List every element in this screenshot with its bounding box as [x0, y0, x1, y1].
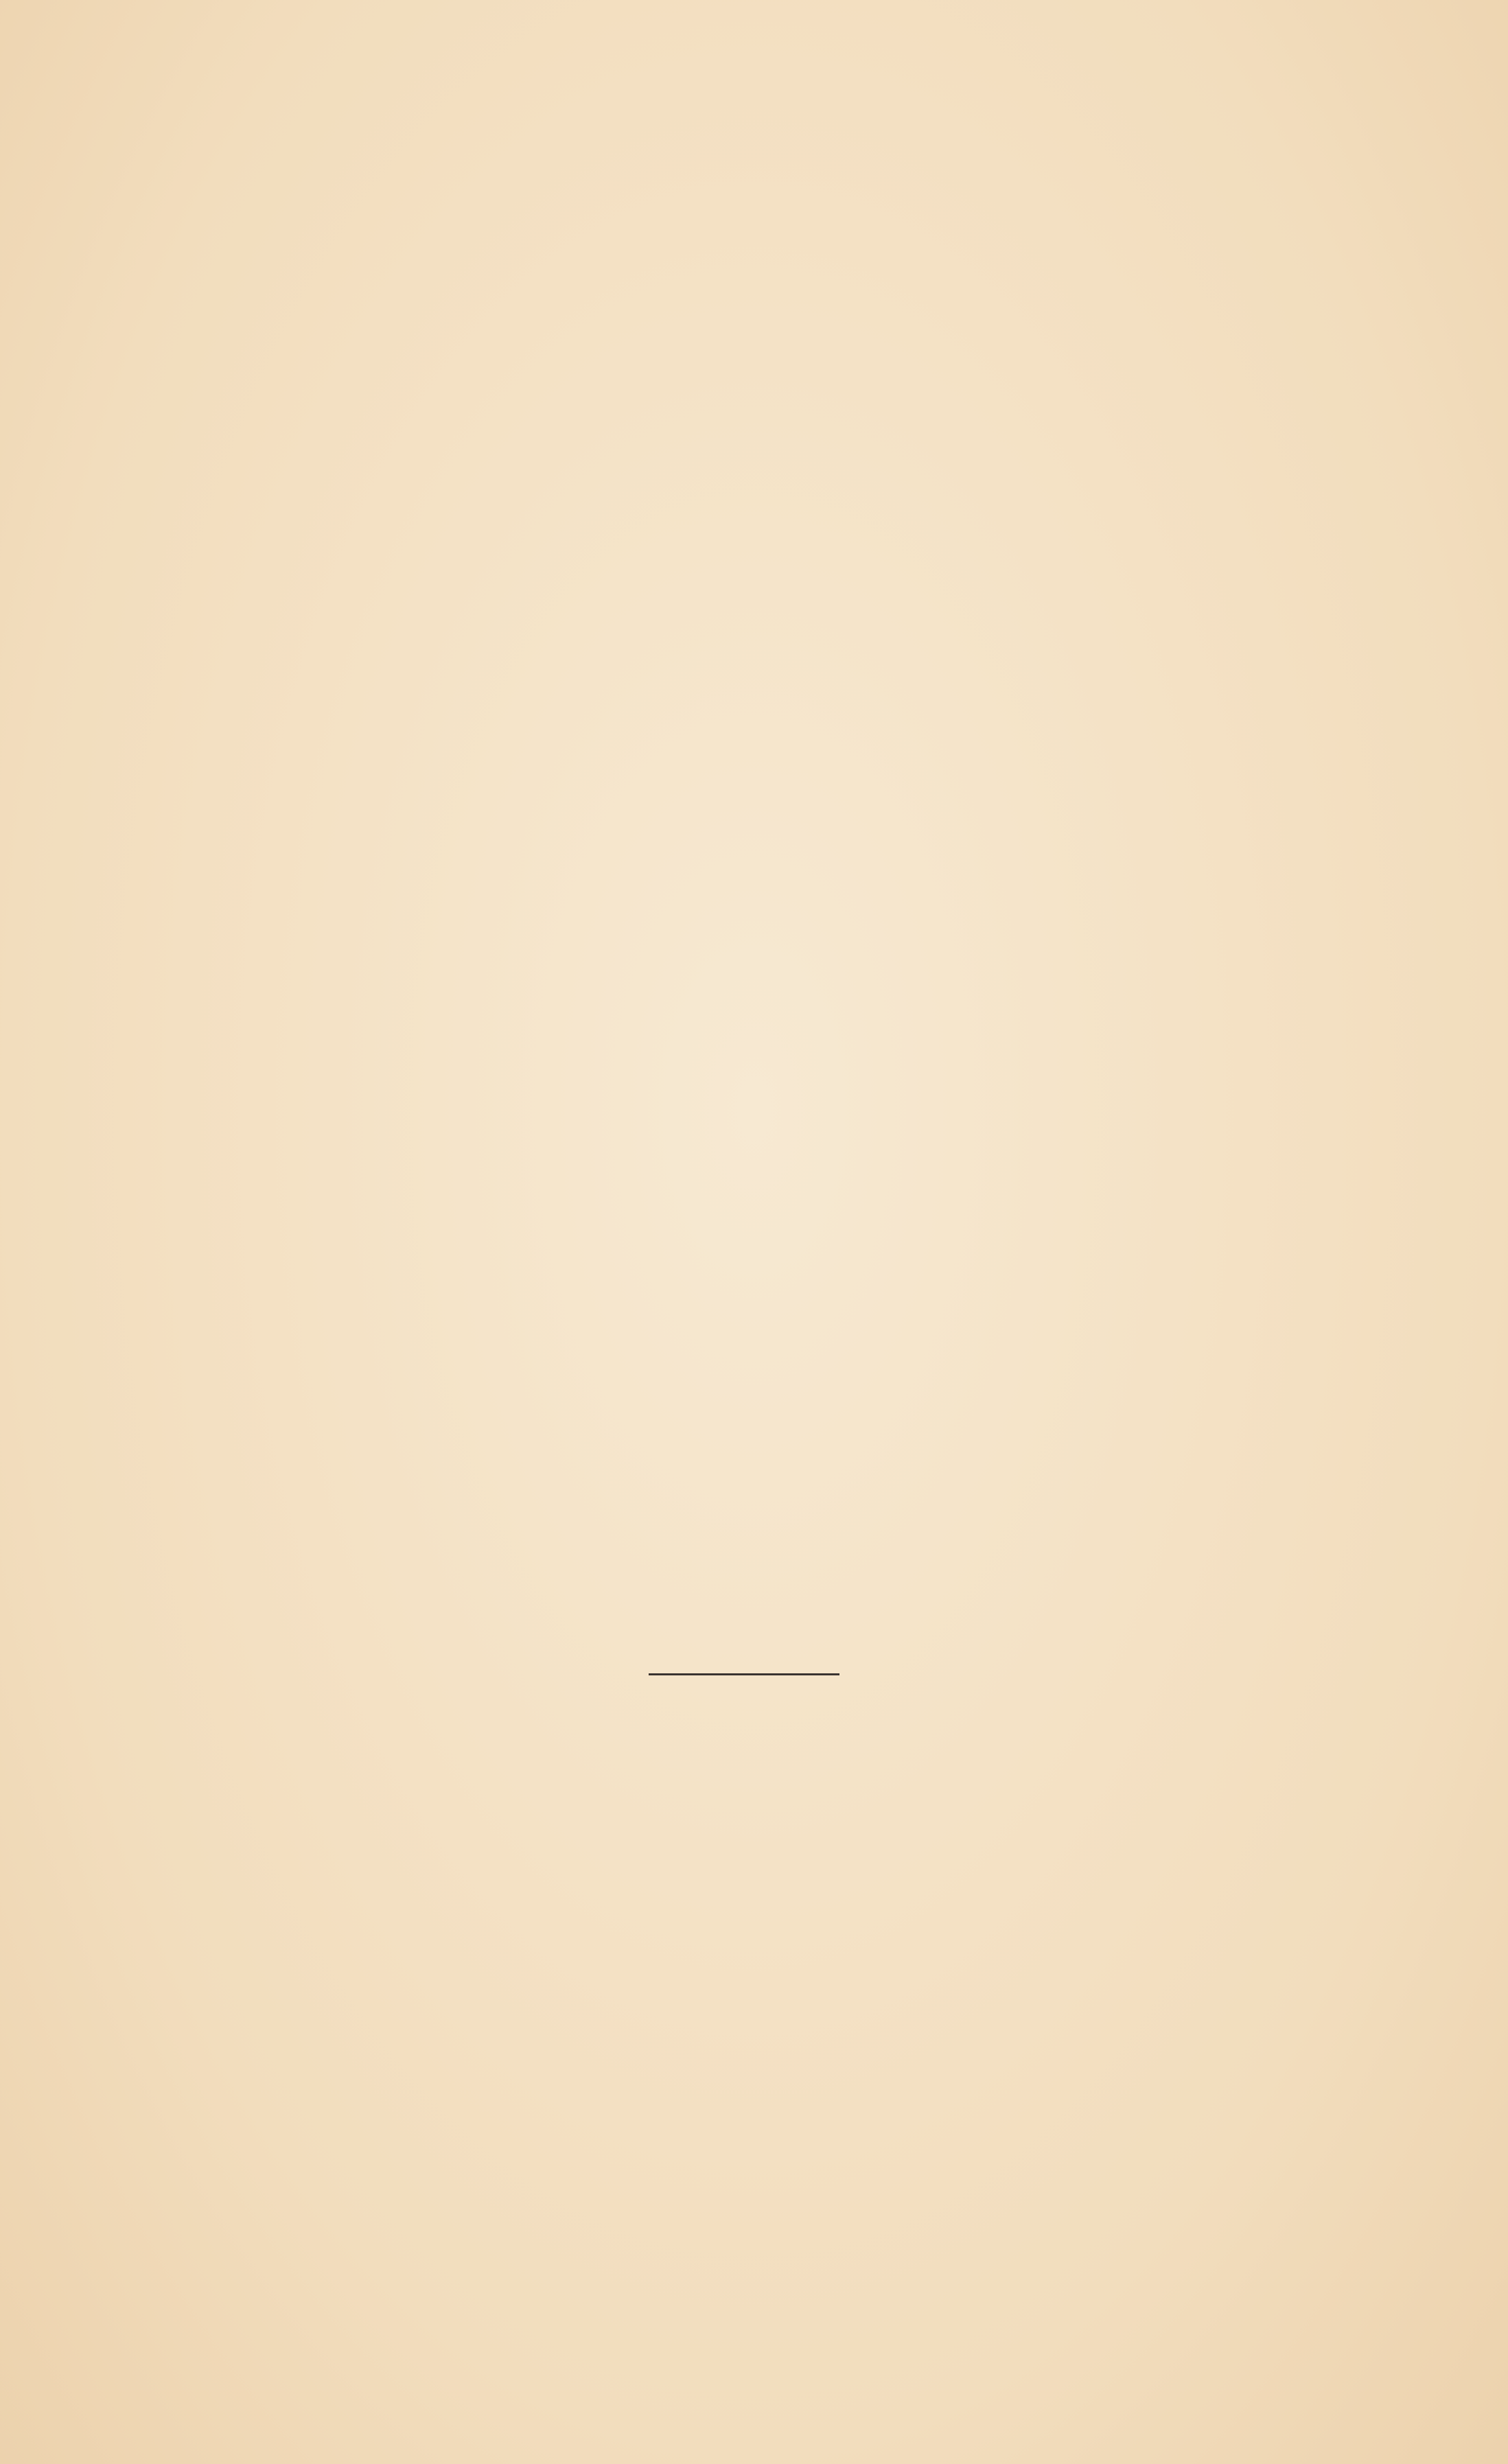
section-separator [649, 1673, 839, 1675]
